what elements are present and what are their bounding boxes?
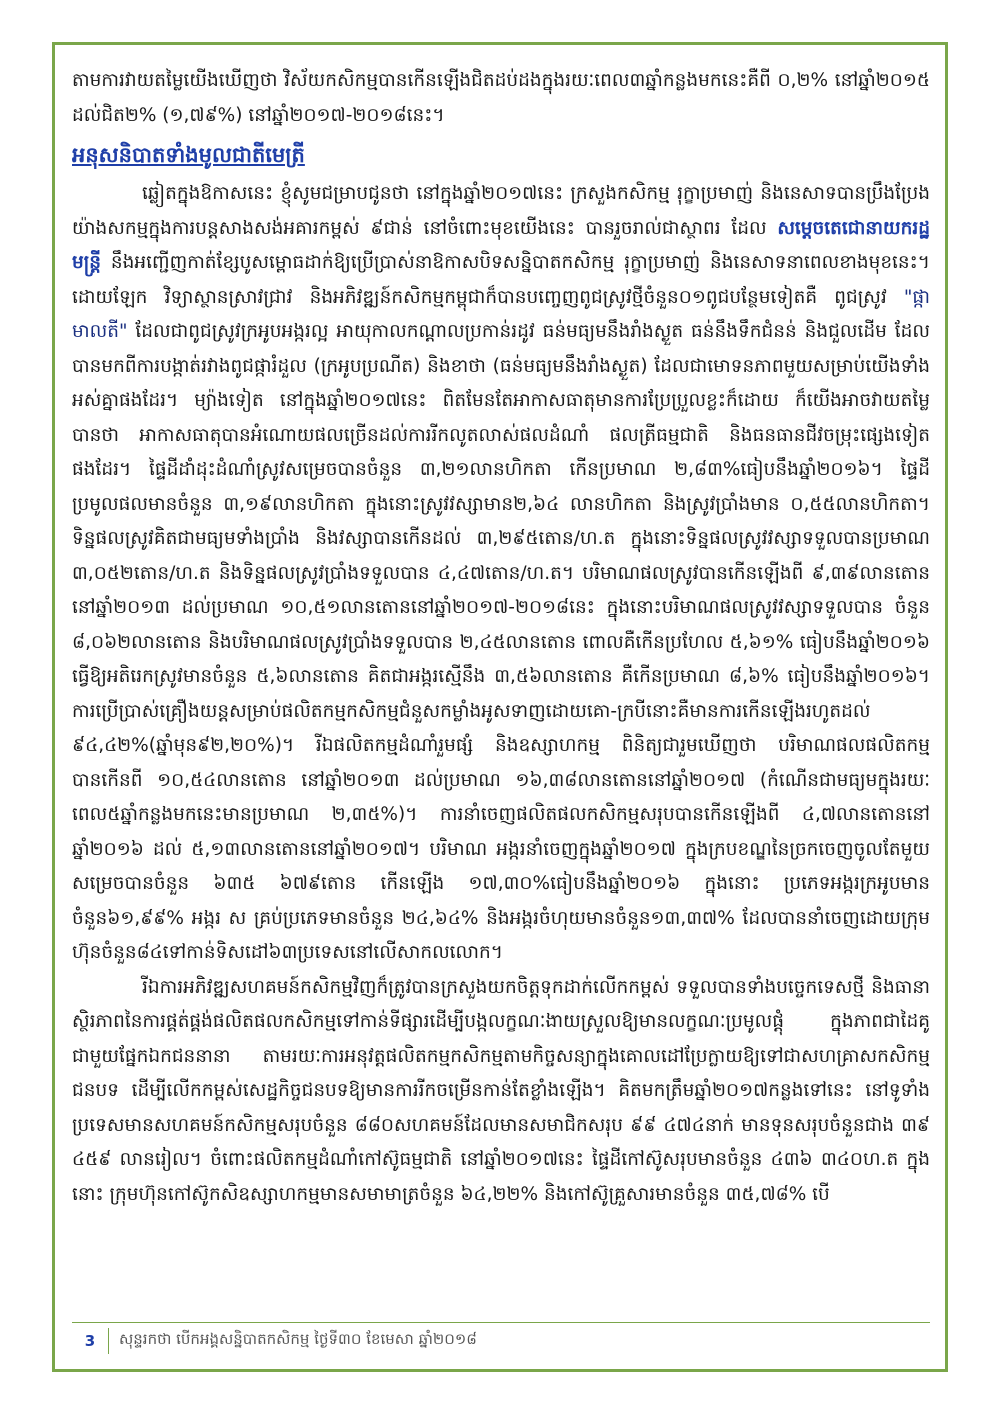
paragraph-communities: រីឯការអភិវឌ្ឍសហគមន៍កសិកម្មវិញក៏ត្រូវបានក្រសួងយកចិត្តទុកដាក់លើកកម្ពស់ ទទួលបានទាំងបច្ចេកទេសថ្មី និងធានាស្ថិរភាពនៃការផ្គត់ផ្គង់ផលិតផលកសិកម្មទៅកាន់ទីផ្សារដើម្បីបង្កលក្ខណៈងាយស្រួលឱ្យមានលក្ខណៈប្រមូលផ្តុំ ក្នុងភាពជាដៃគូជាមួយផ្នែកឯកជននានា តាមរយៈការអនុវត្តផលិតកម្មកសិកម្មតាមកិច្ចសន្យាក្នុងគោលដៅប្រែក្លាយឱ្យទៅជាសហគ្រាសកសិកម្មជនបទ ដើម្បីលើកកម្ពស់សេដ្ឋកិច្ចជនបទឱ្យមានការរីកចម្រើនកាន់តែខ្លាំងឡើង។ គិតមកត្រឹមឆ្នាំ២០១៧កន្លងទៅនេះ នៅទូទាំងប្រទេសមានសហគមន៍កសិកម្មសរុបចំនួន ៨៨០សហគមន៍ដែលមានសមាជិកសរុប ៩៩ ៤៧៤នាក់ មានទុនសរុបចំនួនជាង ៣៩ ៤៥៩ លានរៀល។ ចំពោះផលិតកម្មដំណាំកៅស៊ូធម្មជាតិ នៅឆ្នាំ២០១៧នេះ ផ្ទៃដីកៅស៊ូសរុបមានចំនួន ៤៣៦ ៣៤០ហ.ត ក្នុងនោះ ក្រុមហ៊ុនកៅស៊ូកសិឧស្សាហកម្មមានសមាមាត្រចំនួន ៦៤,២២% និងកៅស៊ូគ្រួសារមានចំនួន ៣៥,៧៨% បើ <box>72 976 930 1205</box>
page-number: 3 <box>72 1328 109 1354</box>
paragraph-main-text-a: ឆ្លៀតក្នុងឱកាសនេះ ខ្ញុំសូមជម្រាបជូនថា នៅក្នុងឆ្នាំ២០១៧នេះ ក្រសួងកសិកម្ម រុក្ខាប្រមាញ់ និងនេសាទបានប្រឹងប្រែងយ៉ាងសកម្មក្នុងការបន្តសាងសង់អគារកម្ពស់ ៩ជាន់ នៅចំពោះមុខយើងនេះ បានរួចរាល់ជាស្ថាពរ ដែល <box>72 183 930 239</box>
paragraph-main-text-b: នឹងអញ្ជើញកាត់ខ្សែបូសម្ពោធដាក់ឱ្យប្រើប្រាស់នាឱកាសបិទសន្និបាតកសិកម្ម រុក្ខាប្រមាញ់ និងនេសាទនាពេលខាងមុខនេះ។ ដោយឡែក វិទ្យាស្ថានស្រាវជ្រាវ និងអភិវឌ្ឍន៍កសិកម្មកម្ពុជាក៏បានបញ្ចេញពូជស្រូវថ្មីចំនួន០១ពូជបន្ថែមទៀតគឺ ពូជស្រូវ <box>72 252 930 308</box>
paragraph-intro: តាមការវាយតម្លៃយើងឃើញថា វិស័យកសិកម្មបានកើនឡើងជិតដប់ដងក្នុងរយៈពេល៣ឆ្នាំកន្លងមកនេះគឺពី ០,២% នៅឆ្នាំ២០១៥ ដល់ជិត២% (១,៧៩%) នៅឆ្នាំ២០១៧-២០១៨នេះ។ <box>72 70 930 126</box>
prime-minister-highlight: សម្តេចតេជោនាយករដ្ឋមន្ត្រី <box>72 217 930 273</box>
footer-caption: សុន្ទរកថា បើកអង្គសន្និបាតកសិកម្ម ថ្ងៃទី៣០ ខែមេសា ឆ្នាំ២០១៨ <box>119 1330 477 1348</box>
paragraph-main <box>72 177 930 971</box>
rice-variety-name: "ផ្កាមាលតី" <box>72 286 930 342</box>
section-heading: អនុសនិបាតទាំងមូលជាតីមេត្រី <box>72 143 305 167</box>
document-body <box>72 64 930 1284</box>
paragraph-main-text-c: ដែលជាពូជស្រូវក្រអូបអង្ករល្អ អាយុកាលកណ្ដាលប្រកាន់រដូវ ធន់មធ្យមនឹងរាំងស្ងួត ធន់នឹងទឹកជំនន់ និងជួលដើម ដែលបានមកពីការបង្កាត់រវាងពូជផ្ការំដួល (ក្រអូបប្រណីត) និងខាថា (ធន់មធ្យមនឹងរាំងស្ងួត) ដែលជាមោទនភាពមួយសម្រាប់យើងទាំងអស់គ្នាផងដែរ។ ម្យ៉ាងទៀត នៅក្នុងឆ្នាំ២០១៧នេះ ពិតមែនតែអាកាសធាតុមានការប្រែប្រួលខ្លះក៏ដោយ ក៏យើងអាចវាយតម្លៃ បានថា អាកាសធាតុបានអំណោយផលច្រើនដល់ការរីកលូតលាស់ផលដំណាំ ផលត្រីធម្មជាតិ និងធនធានជីវចម្រុះផ្សេងទៀតផងដែរ។ ផ្ទៃដីដាំដុះដំណាំស្រូវសម្រេចបានចំនួន ៣,២១លានហិកតា កើនប្រមាណ ២,៨៣%ធៀបនឹងឆ្នាំ២០១៦។ ផ្ទៃដីប្រមូលផលមានចំនួន ៣,១៩លានហិកតា ក្នុងនោះស្រូវវស្សាមាន២,៦៤ លានហិកតា និងស្រូវប្រាំងមាន ០,៥៥លានហិកតា។ ទិន្នផលស្រូវគិតជាមធ្យមទាំងប្រាំង និងវស្សាបានកើនដល់ ៣,២៩៥តោន/ហ.ត ក្នុងនោះទិន្នផលស្រូវវស្សាទទួលបានប្រមាណ ៣,០៥២តោន/ហ.ត និងទិន្នផលស្រូវប្រាំងទទួលបាន ៤,៤៧តោន/ហ.ត។ បរិមាណផលស្រូវបានកើនឡើងពី ៩,៣៩លានតោន នៅឆ្នាំ២០១៣ ដល់ប្រមាណ ១០,៥១លានតោននៅឆ្នាំ២០១៧-២០១៨នេះ ក្នុងនោះបរិមាណផលស្រូវវស្សាទទួលបាន ចំនួន ៨,០៦២លានតោន និងបរិមាណផលស្រូវប្រាំងទទួលបាន ២,៤៥លានតោន ពោលគឺកើនប្រហែល ៥,៦១% ធៀបនឹងឆ្នាំ២០១៦ ធ្វើឱ្យអតិរេកស្រូវមានចំនួន ៥,៦លានតោន គិតជាអង្ករស្មើនឹង ៣,៥៦លានតោន គឺកើនប្រមាណ ៨,៦% ធៀបនឹងឆ្នាំ២០១៦។ ការប្រើប្រាស់គ្រឿងយន្តសម្រាប់ផលិតកម្មកសិកម្មជំនួសកម្លាំងអូសទាញដោយគោ-ក្របីនោះគឺមានការកើនឡើងរហូតដល់ ៩៤,៤២%(ឆ្នាំមុន៩២,២០%)។ រីឯផលិតកម្មដំណាំរួមផ្សំ និងឧស្សាហកម្ម ពិនិត្យជារួមឃើញថា បរិមាណផលផលិតកម្មបានកើនពី ១០,៥៤លានតោន នៅឆ្នាំ២០១៣ ដល់ប្រមាណ ១៦,៣៨លានតោននៅឆ្នាំ២០១៧ (កំណើនជាមធ្យមក្នុងរយៈពេល៥ឆ្នាំកន្លងមកនេះមានប្រមាណ ២,៣៥%)។ ការនាំចេញផលិតផលកសិកម្មសរុបបានកើនឡើងពី ៤,៧លានតោននៅឆ្នាំ២០១៦ ដល់ ៥,១៣លានតោននៅឆ្នាំ២០១៧។ បរិមាណ អង្ករនាំចេញក្នុងឆ្នាំ២០១៧ ក្នុងក្របខណ្ឌនៃច្រកចេញចូលតែមួយសម្រេចបានចំនួន ៦៣៥ ៦៧៩តោន កើនឡើង ១៧,៣០%ធៀបនឹងឆ្នាំ២០១៦ ក្នុងនោះ ប្រភេទអង្ករក្រអូបមានចំនួន៦១,៩៩% អង្ករ ស គ្រប់ប្រភេទមានចំនួន ២៤,៦៤% និងអង្ករចំហុយមានចំនួន១៣,៣៧% ដែលបាននាំចេញដោយក្រុមហ៊ុនចំនួន៨៤ទៅកាន់ទិសដៅ៦៣ប្រទេសនៅលើសាកលលោក។ <box>72 321 930 963</box>
page-footer <box>72 1322 930 1359</box>
